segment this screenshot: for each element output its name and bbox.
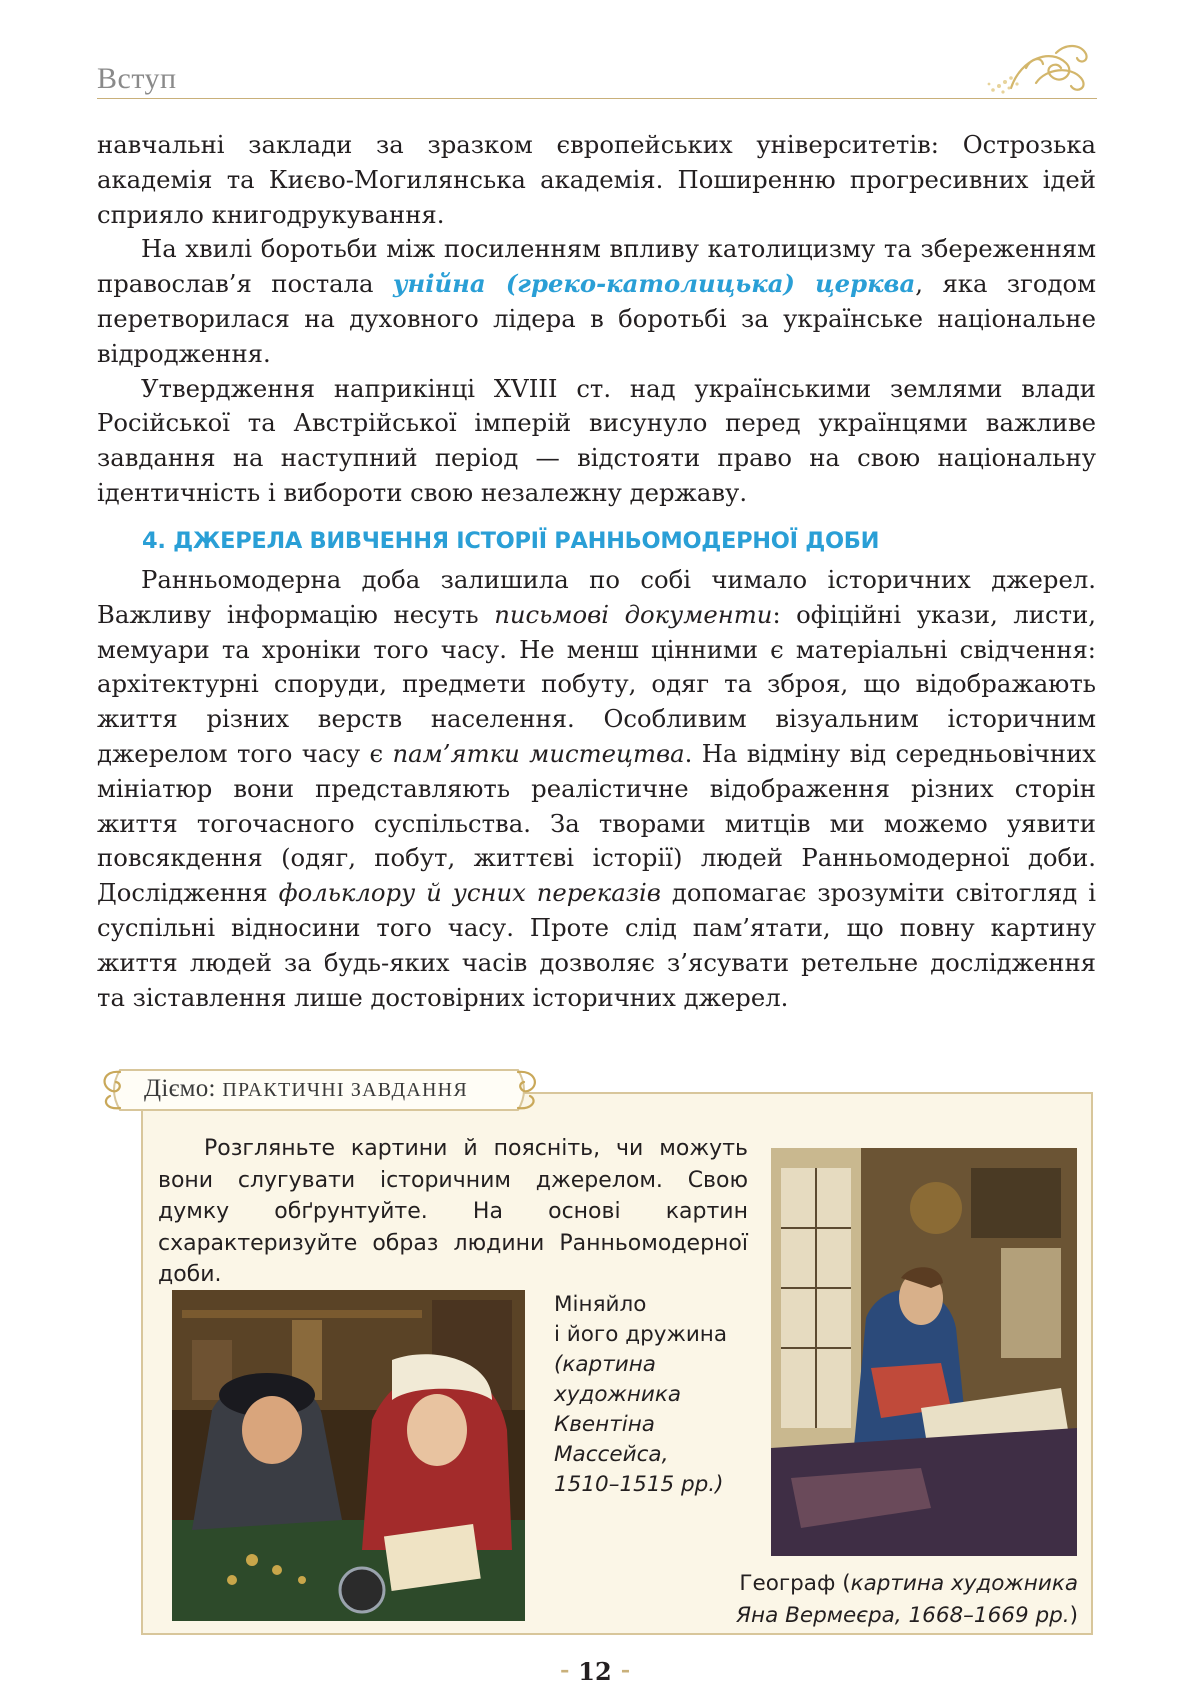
intro-text bbox=[97, 128, 1096, 511]
paragraph bbox=[97, 232, 1096, 371]
paragraph bbox=[97, 563, 1096, 1015]
practice-banner bbox=[98, 1064, 544, 1116]
banner-title bbox=[144, 1075, 468, 1103]
caption-text: картина художника bbox=[850, 1571, 1078, 1596]
task-text bbox=[158, 1133, 748, 1291]
moneylender-painting bbox=[172, 1290, 525, 1621]
paragraph: Утвердження наприкінці XVIII ст. над українськими землями влади Російської та Австрійської імперій висунуло перед українцями важливе завдання на наступний період — відстояти право на свою національну ідентичність і вибороти свою незалежну державу. bbox=[97, 373, 1096, 507]
geographer-painting bbox=[771, 1148, 1077, 1556]
section-text bbox=[97, 563, 1096, 1015]
task-text-content: Розгляньте картини й поясніть, чи можуть вони слугувати історичним джерелом. Свою думку обґрунтуйте. На основі картин схарактеризуйте образ людини Ранньомодерної доби. bbox=[158, 1136, 748, 1287]
banner-title-part: ПРАКТИЧНІ ЗАВДАННЯ bbox=[222, 1079, 468, 1101]
highlighted-term: унійна (греко-католицька) церква bbox=[393, 269, 916, 299]
paragraph: навчальні заклади за зразком європейських університетів: Острозька академія та Києво-Могилянська академія. Поширенню прогресивних ідей сприяло книгодрукування. bbox=[97, 130, 1096, 229]
text-run: . На відміну від середньовічних мініатюр вони представляють реалістичне відображення різних сторін життя тогочасного суспільства. За творами митців ми можемо уявити повсякдення (одяг, побут, життєві історії) людей Ранньомодерної доби. Дослідження bbox=[97, 738, 1096, 908]
text-run: : офіційні укази, листи, мемуари та хроніки того часу. Не менш цінними є матеріальні свідчення: архітектурні споруди, предмети побуту, одяг та зброя, що відображають життя різних верств населення. Особливим візуальним історичним джерелом того часу є bbox=[97, 599, 1096, 768]
caption-line: Квентіна bbox=[554, 1412, 655, 1437]
caption-line: художника bbox=[554, 1382, 682, 1407]
floral-ornament-icon bbox=[981, 38, 1101, 98]
text-run: , яка згодом перетворилася на духовного лідера в боротьбі за українське національне відродження. bbox=[97, 269, 1096, 368]
page-number-area bbox=[0, 1657, 1190, 1686]
page-number-right-ornament-icon: ⁃ bbox=[611, 1658, 632, 1686]
caption-line: і його дружина bbox=[554, 1322, 728, 1347]
page-header bbox=[97, 60, 1097, 99]
italic-term: письмові документи bbox=[494, 599, 773, 629]
text-run: допомагає зрозуміти світогляд і суспільні відносини того часу. Проте слід пам’ятати, що повну картину життя людей за будь-яких часів дозволяє з’ясувати ретельне дослідження та зіставлення лише достовірних історичних джерел. bbox=[97, 878, 1096, 1012]
caption-text: Яна Вермеєра, 1668–1669 рр. bbox=[736, 1603, 1070, 1628]
caption-text: Географ ( bbox=[739, 1571, 851, 1596]
italic-term: фольклору й усних переказів bbox=[278, 878, 661, 908]
caption-line: Міняйло bbox=[554, 1292, 647, 1317]
caption-line: (картина bbox=[554, 1352, 656, 1377]
section-heading: 4. ДЖЕРЕЛА ВИВЧЕННЯ ІСТОРІЇ РАННЬОМОДЕРНОЇ ДОБИ bbox=[142, 528, 880, 554]
text-run: Ранньомодерна доба залишила по собі чимало історичних джерел. Важливу інформацію несуть bbox=[97, 565, 1096, 629]
geographer-caption bbox=[736, 1568, 1078, 1632]
moneylender-caption bbox=[554, 1290, 727, 1500]
page-number: 12 bbox=[578, 1657, 612, 1686]
page-number-left-ornament-icon: ⁃ bbox=[558, 1658, 579, 1686]
caption-line: Массейса, bbox=[554, 1442, 669, 1467]
header-title: Вступ bbox=[97, 62, 177, 95]
caption-text: ) bbox=[1069, 1603, 1078, 1628]
caption-line bbox=[736, 1568, 1078, 1600]
italic-term: пам’ятки мистецтва bbox=[392, 738, 685, 768]
caption-line: 1510–1515 рр.) bbox=[554, 1472, 724, 1497]
banner-title-part: Діємо: bbox=[144, 1075, 223, 1102]
caption-line bbox=[736, 1600, 1078, 1632]
text-run: На хвилі боротьби між посиленням впливу католицизму та збереженням православ’я постала bbox=[97, 234, 1096, 299]
